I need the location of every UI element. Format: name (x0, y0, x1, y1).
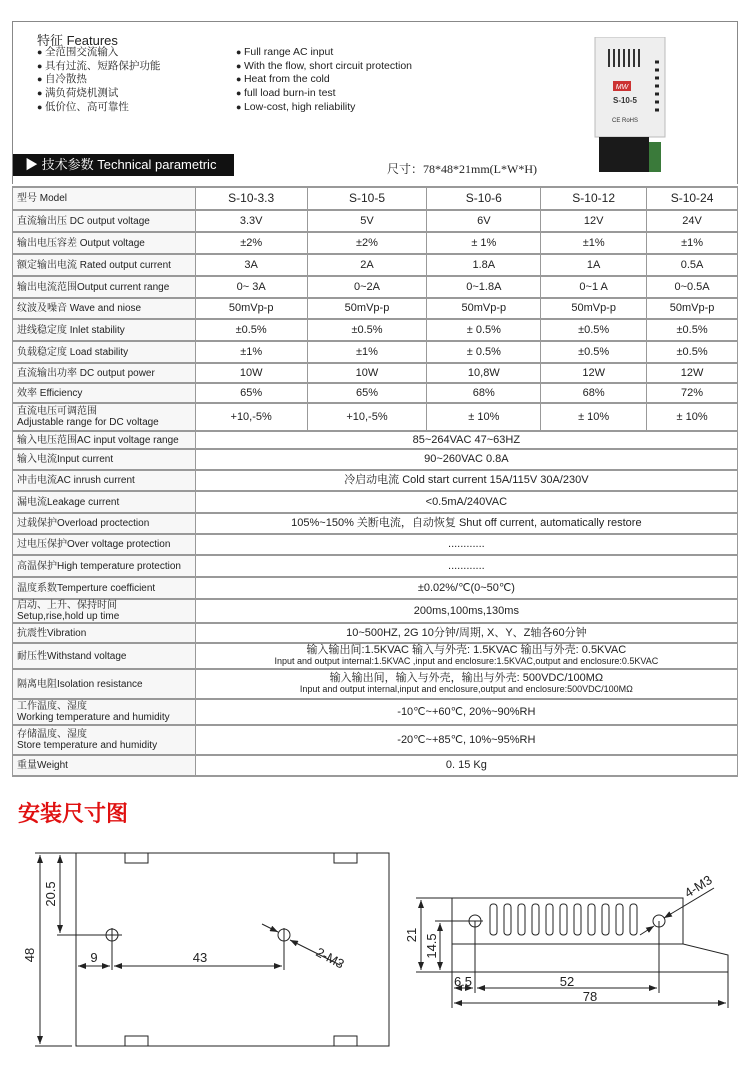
dim-21: 21 (404, 927, 419, 943)
dim-48: 48 (22, 947, 37, 963)
vent-slot (574, 904, 581, 935)
feature-item: ● Full range AC input (236, 46, 412, 60)
row-label (13, 403, 196, 431)
row-label-en: Adjustable range for DC voltage (17, 417, 159, 428)
cell-value: ± 10% (427, 403, 541, 431)
cell-value: ± 0.5% (427, 341, 541, 363)
cell-value: 200ms,100ms,130ms (195, 599, 737, 623)
feature-item: ● 低价位、高可靠性 (37, 101, 160, 115)
cell-value: 12W (647, 363, 738, 383)
cell-value: 10W (307, 363, 427, 383)
dim-43: 43 (192, 950, 208, 965)
vent-slot (532, 904, 539, 935)
row-label: 直流输出功率 DC output power (13, 363, 196, 383)
vent-slot (630, 904, 637, 935)
row-label: 温度系数Temperture coefficient (13, 577, 196, 599)
table-row (13, 623, 738, 643)
feature-item: ● 满负荷烧机测试 (37, 87, 160, 101)
hole-label-4-m3: 4-M3 (681, 872, 715, 901)
row-label-en: Working temperature and humidity (17, 712, 170, 723)
row-label: 输入电流Input current (13, 449, 196, 470)
cell-value: 68% (541, 383, 647, 403)
cell-value: 10,8W (427, 363, 541, 383)
row-label: 输出电流范围Output current range (13, 276, 196, 298)
cell-value: -20℃~+85℃, 10%~95%RH (195, 725, 737, 755)
vent-slot (546, 904, 553, 935)
dim-6-5: 6.5 (453, 974, 473, 989)
row-label: 输入电压范围AC input voltage range (13, 431, 196, 449)
cell-value: +10,-5% (195, 403, 307, 431)
row-label: 纹波及噪音 Wave and niose (13, 298, 196, 319)
table-row (13, 669, 738, 699)
cell-value: ± 10% (541, 403, 647, 431)
dim-9: 9 (90, 950, 98, 965)
vent-slot (518, 904, 525, 935)
cell-value: ±1% (195, 341, 307, 363)
cell-value: 1.8A (427, 254, 541, 276)
cell-value: 65% (307, 383, 427, 403)
row-label: 重量Weight (13, 755, 196, 776)
dim-52: 52 (559, 974, 575, 989)
row-label: 耐压性Withstand voltage (13, 643, 196, 669)
value-en: Input and output internal:1.5KVAC ,input and enclosure:1.5KVAC,output and enclosure:0.5KVAC (274, 656, 659, 666)
mounting-title: 安装尺寸图 (18, 802, 129, 827)
vent-slot (616, 904, 623, 935)
cell-value: 2A (307, 254, 427, 276)
table-row (13, 383, 738, 403)
cell-value: ±1% (541, 232, 647, 254)
feature-item: ● Heat from the cold (236, 73, 412, 87)
cell-value: 10W (195, 363, 307, 383)
row-label: 直流输出压 DC output voltage (13, 210, 196, 232)
table-row (13, 470, 738, 491)
table-row (13, 555, 738, 577)
dimensions-text: 尺寸：78*48*21mm(L*W*H) (387, 162, 537, 176)
product-image (585, 37, 675, 177)
cell-value: 0~ 3A (195, 276, 307, 298)
value-en: Input and output internal,input and enclosure,output and enclosure:500VDC/100MΩ (299, 684, 633, 694)
cell-value: ±0.5% (541, 319, 647, 341)
cell-value: ±0.5% (195, 319, 307, 341)
cell-value: 50mVp-p (195, 298, 307, 319)
table-row (13, 210, 738, 232)
vent-slot (602, 904, 609, 935)
table-row (13, 699, 738, 725)
row-label: 隔离电阻Isolation resistance (13, 669, 196, 699)
cell-value: ±0.02%/℃(0~50℃) (195, 577, 737, 599)
row-label: 负载稳定度 Load stability (13, 341, 196, 363)
row-label: 型号 Model (13, 187, 196, 210)
row-label: 过电压保护Over voltage protection (13, 534, 196, 555)
table-row (13, 341, 738, 363)
row-label: 额定输出电流 Rated output current (13, 254, 196, 276)
cell-value: 5V (307, 210, 427, 232)
cell-value: 0~1.8A (427, 276, 541, 298)
cell-value: 50mVp-p (541, 298, 647, 319)
cell-value: 3A (195, 254, 307, 276)
row-label: 过载保护Overload proctection (13, 513, 196, 534)
cell-value: -10℃~+60℃, 20%~90%RH (195, 699, 737, 725)
row-label: 高温保护High temperature protection (13, 555, 196, 577)
table-row (13, 643, 738, 669)
cell-value: S-10-24 (647, 187, 738, 210)
cell-value: S-10-5 (307, 187, 427, 210)
table-row (13, 232, 738, 254)
cell-value: 12W (541, 363, 647, 383)
row-label (13, 699, 196, 725)
cell-value: 50mVp-p (647, 298, 738, 319)
cell-value: ±2% (307, 232, 427, 254)
table-row (13, 577, 738, 599)
table-row (13, 363, 738, 383)
row-label-en: Store temperature and humidity (17, 740, 158, 751)
cell-value: ±0.5% (647, 341, 738, 363)
feature-item: ● Low-cost, high reliability (236, 101, 412, 115)
side-view-drawing (416, 888, 728, 1008)
table-row (13, 431, 738, 449)
cell-value: 68% (427, 383, 541, 403)
brand-logo: MW (615, 84, 629, 91)
cell-value: 3.3V (195, 210, 307, 232)
cell-value: ±2% (195, 232, 307, 254)
cell-value: 24V (647, 210, 738, 232)
row-label-cn: 启动、上升、保持时间 (17, 600, 117, 611)
cell-value: ±1% (307, 341, 427, 363)
feature-item: ● 自冷散热 (37, 73, 160, 87)
cell-value (195, 669, 737, 699)
vent-slot (490, 904, 497, 935)
feature-item: ● 全范围交流输入 (37, 46, 160, 60)
row-label: 冲击电流AC inrush current (13, 470, 196, 491)
table-row (13, 298, 738, 319)
spec-table (12, 186, 738, 777)
cell-value: ± 0.5% (427, 319, 541, 341)
row-label-cn: 直流电压可调范围 (17, 406, 97, 417)
feature-item: ● 具有过流、短路保护功能 (37, 60, 160, 74)
cell-value: 72% (647, 383, 738, 403)
dim-20-5: 20.5 (43, 881, 58, 907)
features-title: 特征 Features (37, 33, 118, 48)
table-row (13, 449, 738, 470)
row-label: 进线稳定度 Inlet stability (13, 319, 196, 341)
cell-value: ±0.5% (307, 319, 427, 341)
dim-78: 78 (582, 989, 598, 1004)
row-label: 效率 Efficiency (13, 383, 196, 403)
table-row (13, 599, 738, 623)
cell-value: <0.5mA/240VAC (195, 491, 737, 513)
cell-value: 6V (427, 210, 541, 232)
product-label: S-10-5 (612, 96, 638, 105)
cell-value: 0.5A (647, 254, 738, 276)
cell-value: 冷启动电流 Cold start current 15A/115V 30A/230V (195, 470, 737, 491)
features-panel (12, 21, 738, 184)
vent-slot (588, 904, 595, 935)
cell-value (195, 643, 737, 669)
row-label: 抗震性Vibration (13, 623, 196, 643)
row-label: 漏电流Leakage current (13, 491, 196, 513)
cell-value: ............ (195, 555, 737, 577)
value-cn: 输入输出间，输入与外壳，输出与外壳: 500VDC/100MΩ (329, 672, 604, 684)
cell-value: S-10-3.3 (195, 187, 307, 210)
row-label: 输出电压容差 Output voltage (13, 232, 196, 254)
top-view-drawing (35, 853, 389, 1046)
cell-value: 85~264VAC 47~63HZ (195, 431, 737, 449)
table-row (13, 534, 738, 555)
cell-value: ±1% (647, 232, 738, 254)
table-row (13, 755, 738, 776)
table-row (13, 276, 738, 298)
cell-value: S-10-12 (541, 187, 647, 210)
cell-value: 0. 15 Kg (195, 755, 737, 776)
cell-value: 105%~150% 关断电流，自动恢复 Shut off current, automatically restore (195, 513, 737, 534)
cell-value: 12V (541, 210, 647, 232)
cell-value: ± 10% (647, 403, 738, 431)
features-list-en (236, 46, 412, 115)
row-label (13, 599, 196, 623)
cell-value: ±0.5% (647, 319, 738, 341)
cell-value: 65% (195, 383, 307, 403)
cell-value: 0~2A (307, 276, 427, 298)
row-label-en: Setup,rise,hold up time (17, 611, 120, 622)
table-row (13, 725, 738, 755)
vent-slot (560, 904, 567, 935)
table-row (13, 319, 738, 341)
table-row (13, 187, 738, 210)
cell-value: +10,-5% (307, 403, 427, 431)
row-label-cn: 工作温度、湿度 (17, 701, 87, 712)
table-row (13, 491, 738, 513)
cell-value: ± 1% (427, 232, 541, 254)
table-row (13, 254, 738, 276)
table-row (13, 403, 738, 431)
row-label (13, 725, 196, 755)
dim-14-5: 14.5 (424, 933, 439, 959)
feature-item: ● With the flow, short circuit protection (236, 60, 412, 74)
row-label-cn: 存储温度、湿度 (17, 729, 87, 740)
feature-item: ● full load burn-in test (236, 87, 412, 101)
cell-value: 0~1 A (541, 276, 647, 298)
cell-value: 90~260VAC 0.8A (195, 449, 737, 470)
cell-value: 50mVp-p (427, 298, 541, 319)
cell-value: ............ (195, 534, 737, 555)
value-cn: 输入输出间:1.5KVAC 输入与外壳: 1.5KVAC 输出与外壳: 0.5KVAC (306, 644, 627, 656)
cell-value: 1A (541, 254, 647, 276)
vent-slot (504, 904, 511, 935)
table-row (13, 513, 738, 534)
cell-value: ±0.5% (541, 341, 647, 363)
cell-value: 0~0.5A (647, 276, 738, 298)
features-list-cn (37, 46, 160, 115)
cell-value: 10~500HZ, 2G 10分钟/周期, X、Y、Z轴各60分钟 (195, 623, 737, 643)
cell-value: 50mVp-p (307, 298, 427, 319)
tech-params-heading: ▶ 技术参数 Technical parametric (13, 154, 234, 176)
cell-value: S-10-6 (427, 187, 541, 210)
hole-label-2-m3: 2-M3 (313, 944, 347, 972)
cert-label: CE RoHS (611, 118, 639, 124)
